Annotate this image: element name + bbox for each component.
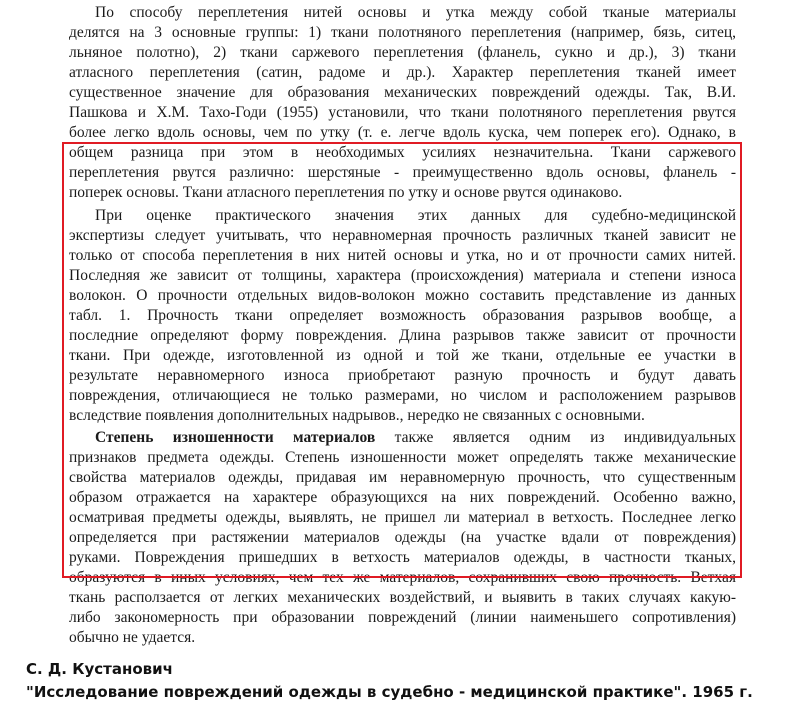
text-line: образом отражается на характере образующихся на них повреждений. Особенно важно, <box>69 489 736 506</box>
text-line: По способу переплетения нитей основы и утка между собой тканые материалы <box>95 4 736 21</box>
text-line: повреждения, отличающиеся не только размерами, но числом и расположением разрывов <box>69 387 736 404</box>
text-line: образуются в иных условиях, чем тех же материалов, сохранивших свою прочность. Ветхая <box>69 569 736 586</box>
text-line: руками. Повреждения пришедших в ветхость материалов одежды, в частности тканых, <box>69 549 736 566</box>
text-line: поперек основы. Ткани атласного переплетения по утку и основе рвутся одинаково. <box>69 184 623 201</box>
text-line: Последняя же зависит от толщины, характера (происхождения) материала и степени износа <box>69 267 736 284</box>
text-line: ткань расползается от легких механических воздействий, и выявить в таких случаях какую- <box>69 589 736 606</box>
text-line: результате неравномерного износа приобретают разную прочность и будут давать <box>69 367 736 384</box>
text-line: льняное полотно), 2) ткани саржевого переплетения (фланель, сукно и др.), 3) ткани <box>69 44 736 61</box>
text-line: переплетения рвутся различно: шерстяные - преимущественно вдоль основы, фланель - <box>69 164 736 181</box>
text-line: последние определяют форму повреждения. Длина разрывов также зависит от прочности <box>69 327 736 344</box>
text-line: атласного переплетения (сатин, радоме и др.). Характер переплетения тканей имеет <box>69 64 736 81</box>
text-line: общем разница при этом в необходимых усилиях незначительна. Ткани саржевого <box>69 144 736 161</box>
text-line <box>69 428 736 448</box>
text-line: вследствие появления дополнительных надрывов., нередко не связанных с основными. <box>69 407 645 424</box>
text-line: определяется при растяжении материалов одежды (на участке вдали от повреждения) <box>69 529 736 546</box>
text-line: либо закономерность при образовании повреждений (линии наименьшего сопротивления) <box>69 609 736 626</box>
text-line: делятся на 3 основные группы: 1) ткани полотняного переплетения (например, бязь, ситец, <box>69 24 736 41</box>
text-fragment: также является одним из индивидуальных <box>394 429 736 446</box>
bold-term: Степень изношенности материалов <box>95 429 376 446</box>
text-line: осматривая предметы одежды, выявлять, не пришел ли материал в ветхость. Последнее легко <box>69 509 736 526</box>
text-line: ткани. При одежде, изготовленной из одной и той же ткани, отдельные ее участки в <box>69 347 736 364</box>
text-line: обычно не удается. <box>69 629 196 646</box>
text-line: признаков предмета одежды. Степень изношенности может определять также механические <box>69 449 736 466</box>
caption-title: "Исследование повреждений одежды в судебно - медицинской практике". 1965 г. <box>26 683 753 701</box>
text-line: волокон. О прочности отдельных видов-волокон можно составить представление из данных <box>69 287 736 304</box>
text-line: экспертизы следует учитывать, что неравномерная прочность различных тканей зависит не <box>69 227 736 244</box>
text-line: табл. 1. Прочность ткани определяет возможность образования разрывов вообще, а <box>69 307 736 324</box>
text-line: Пашкова и Х.М. Тахо-Годи (1955) установили, что ткани полотняного переплетения рвутся <box>69 104 736 121</box>
text-line: только от способа переплетения в них нитей основы и утка, но и от прочности самих нитей. <box>69 247 736 264</box>
text-line: более легко вдоль основы, чем по утку (т. е. легче вдоль куска, чем поперек его). Однако, в <box>69 124 736 141</box>
text-line: При оценке практического значения этих данных для судебно-медицинской <box>95 207 736 224</box>
text-line: свойства материалов одежды, придавая им неравномерную прочность, что существенным <box>69 469 736 486</box>
text-line: существенное значение для образования механических повреждений одежды. Так, В.И. <box>69 84 736 101</box>
caption-author: С. Д. Кустанович <box>26 660 173 678</box>
